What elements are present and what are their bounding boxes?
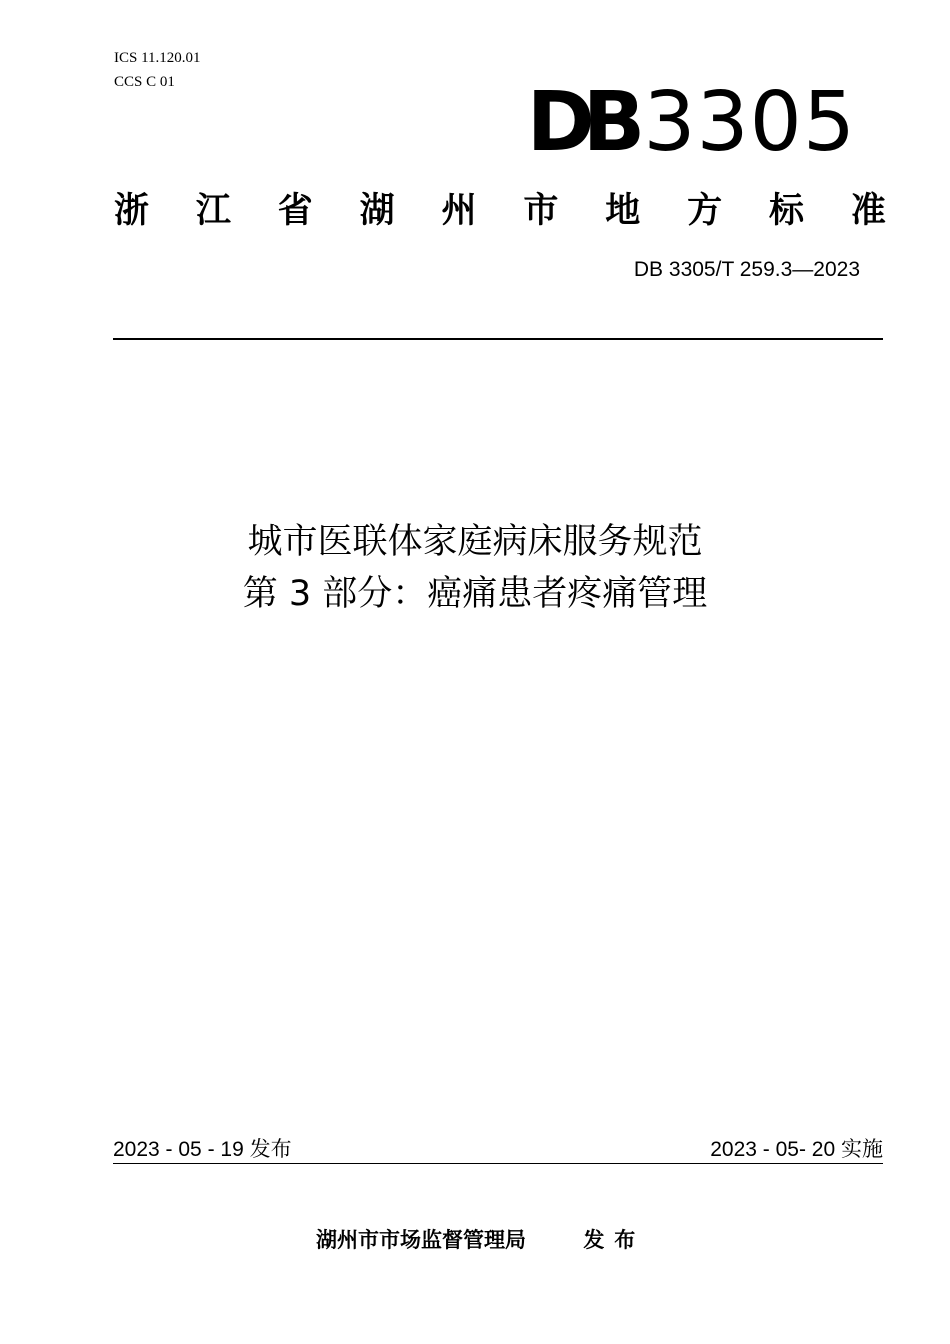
document-title	[0, 516, 950, 620]
publisher-action: 发布	[583, 1228, 646, 1252]
ics-code: ICS 11.120.01	[114, 50, 201, 66]
footer-divider	[113, 1163, 883, 1164]
standard-title-char: 市	[523, 191, 559, 231]
db-logo	[526, 75, 856, 170]
date-row	[113, 1136, 883, 1164]
standard-number: DB 3305/T 259.3—2023	[633, 258, 860, 281]
standard-title-char: 浙	[114, 191, 150, 231]
standard-title-char: 江	[195, 191, 231, 231]
implement-date: 2023 - 05- 20 实施	[710, 1138, 883, 1161]
classification-codes	[114, 46, 201, 94]
standard-title-char: 方	[687, 191, 723, 231]
publisher-name: 湖州市市场监督管理局	[316, 1228, 526, 1252]
publisher-line	[316, 1226, 645, 1254]
document-title-line2: 第 3 部分：癌痛患者疼痛管理	[242, 574, 708, 614]
db-logo-prefix: DB	[526, 75, 634, 170]
standard-title-char: 州	[441, 191, 477, 231]
standard-title-char: 省	[277, 191, 313, 231]
standard-title-char: 湖	[359, 191, 395, 231]
header-divider	[113, 338, 883, 340]
document-title-line1: 城市医联体家庭病床服务规范	[247, 522, 703, 562]
db-logo-number: 3305	[643, 75, 856, 170]
standard-title-char: 准	[850, 191, 886, 231]
standard-title-char: 标	[769, 191, 805, 231]
standard-category-title	[114, 186, 886, 236]
ccs-code: CCS C 01	[114, 74, 175, 90]
release-date: 2023 - 05 - 19 发布	[113, 1138, 292, 1161]
standard-title-char: 地	[605, 191, 641, 231]
